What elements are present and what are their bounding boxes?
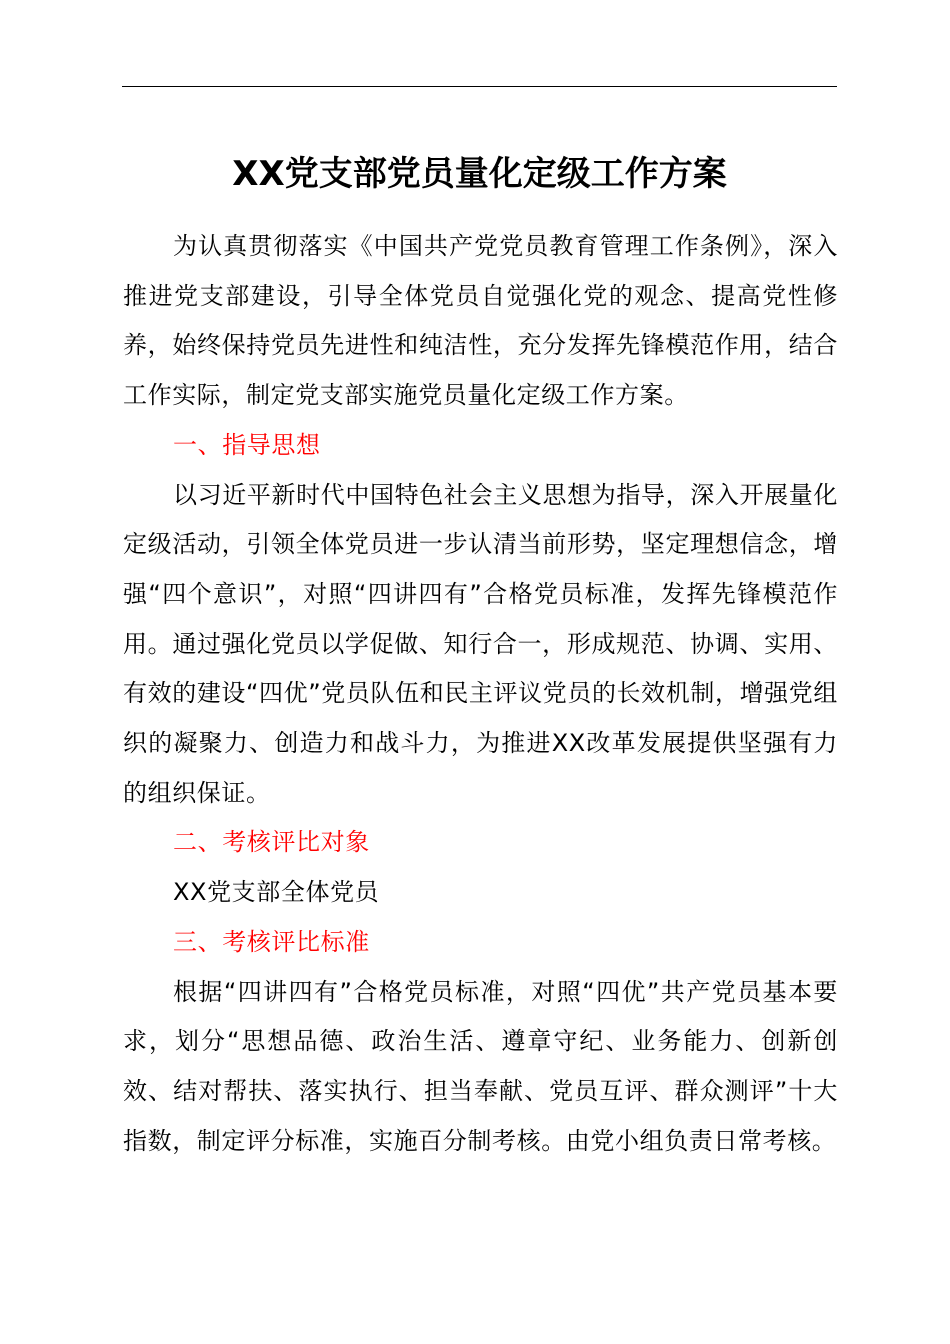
header-rule	[122, 86, 837, 87]
document-title: XX党支部党员量化定级工作方案	[232, 154, 727, 194]
section-heading-assessment-targets: 二、考核评比对象	[173, 828, 370, 857]
section-body-assessment-standards: 根据“四讲四有”合格党员标准，对照“四优”共产党员基本要求，划分“思想品德、政治生活、遵章守纪、业务能力、创新创效、结对帮扶、落实执行、担当奉献、党员互评、群众测评”十大指数，制定评分标准，实施百分制考核。由党小组负责日常考核。	[123, 977, 838, 1155]
section-heading-guiding-ideology: 一、指导思想	[173, 430, 321, 459]
section-body-assessment-targets: XX党支部全体党员	[173, 878, 380, 907]
section-body-guiding-ideology: 以习近平新时代中国特色社会主义思想为指导，深入开展量化定级活动，引领全体党员进一步认清当前形势，坚定理想信念，增强“四个意识”，对照“四讲四有”合格党员标准，发挥先锋模范作用。通过强化党员以学促做、知行合一，形成规范、协调、实用、有效的建设“四优”党员队伍和民主评议党员的长效机制，增强党组织的凝聚力、创造力和战斗力，为推进XX改革发展提供坚强有力的组织保证。	[123, 480, 838, 807]
document-body	[123, 222, 838, 1166]
section-heading-assessment-standards: 三、考核评比标准	[173, 927, 370, 956]
intro-paragraph: 为认真贯彻落实《中国共产党党员教育管理工作条例》，深入推进党支部建设，引导全体党员自觉强化党的观念、提高党性修养，始终保持党员先进性和纯洁性，充分发挥先锋模范作用，结合工作实际，制定党支部实施党员量化定级工作方案。	[123, 232, 838, 410]
